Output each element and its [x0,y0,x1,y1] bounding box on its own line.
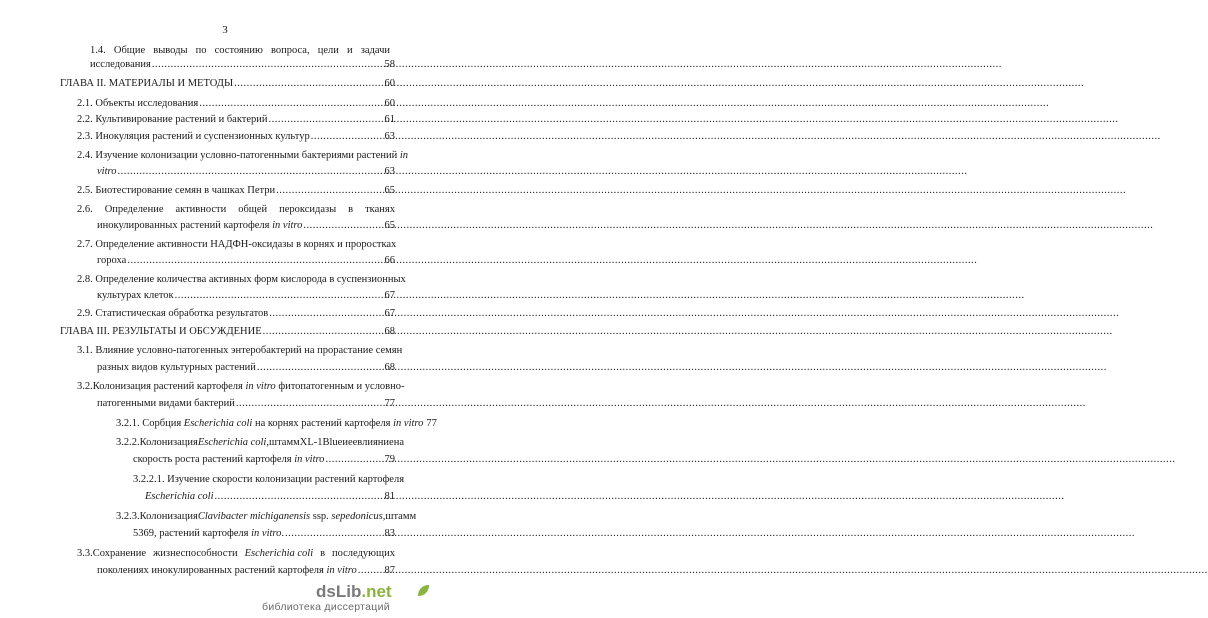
toc-item-1-4-line2: исследования ..... 58 [90,58,395,71]
toc-item-2-6-line2: инокулированных растений картофеля in vitro ..... 65 [97,219,395,232]
toc-page-number: 77 [384,398,395,409]
toc-page-number: 83 [384,528,395,539]
logo-leaf-icon [416,584,430,598]
toc-item-3-1-line1: 3.1. Влияние условно-патогенных энтеробактерий на прорастание семян [77,345,403,356]
table-of-contents [0,0,450,618]
toc-item-3-2-2-1-line1: 3.2.2.1. Изучение скорости колонизации растений картофеля [133,474,405,485]
toc-page-number: 67 [384,290,395,301]
toc-page-number: 63 [384,166,395,177]
toc-item-2-8-line1: 2.8. Определение количества активных форм кислорода в суспензионных [77,274,406,285]
toc-item-2-1: 2.1. Объекты исследования ..... 60 [77,97,395,110]
toc-item-3-1-line2: разных видов культурных растений ..... 68 [97,361,395,374]
toc-item-2-6-line1: 2.6. Определение активности общей пероксидазы в тканях [77,204,395,215]
toc-page-number: 68 [384,362,395,373]
toc-item-2-8-line2: культурах клеток ..... 67 [97,289,395,302]
toc-chapter-2: ГЛАВА II. МАТЕРИАЛЫ И МЕТОДЫ ..... 60 [60,77,395,90]
toc-item-3-2-2-1-line2: Escherichia coli ..... 81 [145,490,395,503]
toc-page-number: 65 [384,220,395,231]
toc-item-3-2-1: 3.2.1. Сорбция Escherichia coli на корнях растений картофеля in vitro 77 [116,418,437,429]
toc-item-3-2-line1: 3.2.Колонизация растений картофеля in vitro фитопатогенным и условно- [77,381,405,392]
toc-item-2-7-line2: гороха ..... 66 [97,254,395,267]
toc-item-3-3-line1: 3.3.Сохранение жизнеспособности Escherichia coli в последующих [77,548,395,559]
toc-item-3-2-line2: патогенными видами бактерий ..... 77 [97,397,395,410]
toc-item-2-9: 2.9. Статистическая обработка результатов ..... 67 [77,307,395,320]
toc-page-number: 66 [384,255,395,266]
site-tagline: библиотека диссертаций [262,601,390,613]
toc-item-3-2-2-line1: 3.2.2. Колонизация Escherichia coli, штамм XL-1Blue и ее влияние на [116,437,404,448]
toc-item-3-2-2-line2: скорость роста растений картофеля in vitro ..... 79 [133,453,395,466]
toc-item-2-2: 2.2. Культивирование растений и бактерий ..... 61 [77,113,395,126]
toc-item-2-5: 2.5. Биотестирование семян в чашках Петри ..... 65 [77,184,395,197]
site-logo[interactable]: dsLib.net [316,582,392,601]
toc-item-2-3: 2.3. Инокуляция растений и суспензионных культур ..... 63 [77,130,395,143]
toc-item-2-7-line1: 2.7. Определение активности НАДФН-оксидазы в корнях и проростках [77,239,397,250]
toc-chapter-3: ГЛАВА III. РЕЗУЛЬТАТЫ И ОБСУЖДЕНИЕ ..... 68 [60,325,395,338]
toc-item-2-4-line2: vitro ..... 63 [97,165,395,178]
toc-page-number: 67 [384,308,395,319]
toc-page-number: 61 [384,114,395,125]
toc-item-3-2-3-line2: 5369, растений картофеля in vitro. ..... 83 [133,527,395,540]
toc-item-3-2-3-line1: 3.2.3. Колонизация Clavibacter michiganensis ssp. sepedonicus, штамм [116,511,417,522]
toc-page-number: 81 [384,491,395,502]
toc-page-number: 79 [384,454,395,465]
toc-item-1-4-line1: 1.4. Общие выводы по состоянию вопроса, цели и задачи [90,45,390,56]
toc-page-number: 68 [384,326,395,337]
toc-page-number: 77 [426,418,437,429]
toc-page-number: 65 [384,185,395,196]
toc-page-number: 60 [384,98,395,109]
toc-page-number: 63 [384,131,395,142]
toc-item-3-3-line2: поколениях инокулированных растений картофеля in vitro ..... 87 [97,564,395,577]
toc-item-2-4-line1: 2.4. Изучение колонизации условно-патогенными бактериями растений in [77,150,409,161]
toc-page-number: 58 [384,59,395,70]
page-number: 3 [222,24,228,36]
toc-page-number: 60 [384,78,395,89]
toc-page-number: 87 [384,565,395,576]
